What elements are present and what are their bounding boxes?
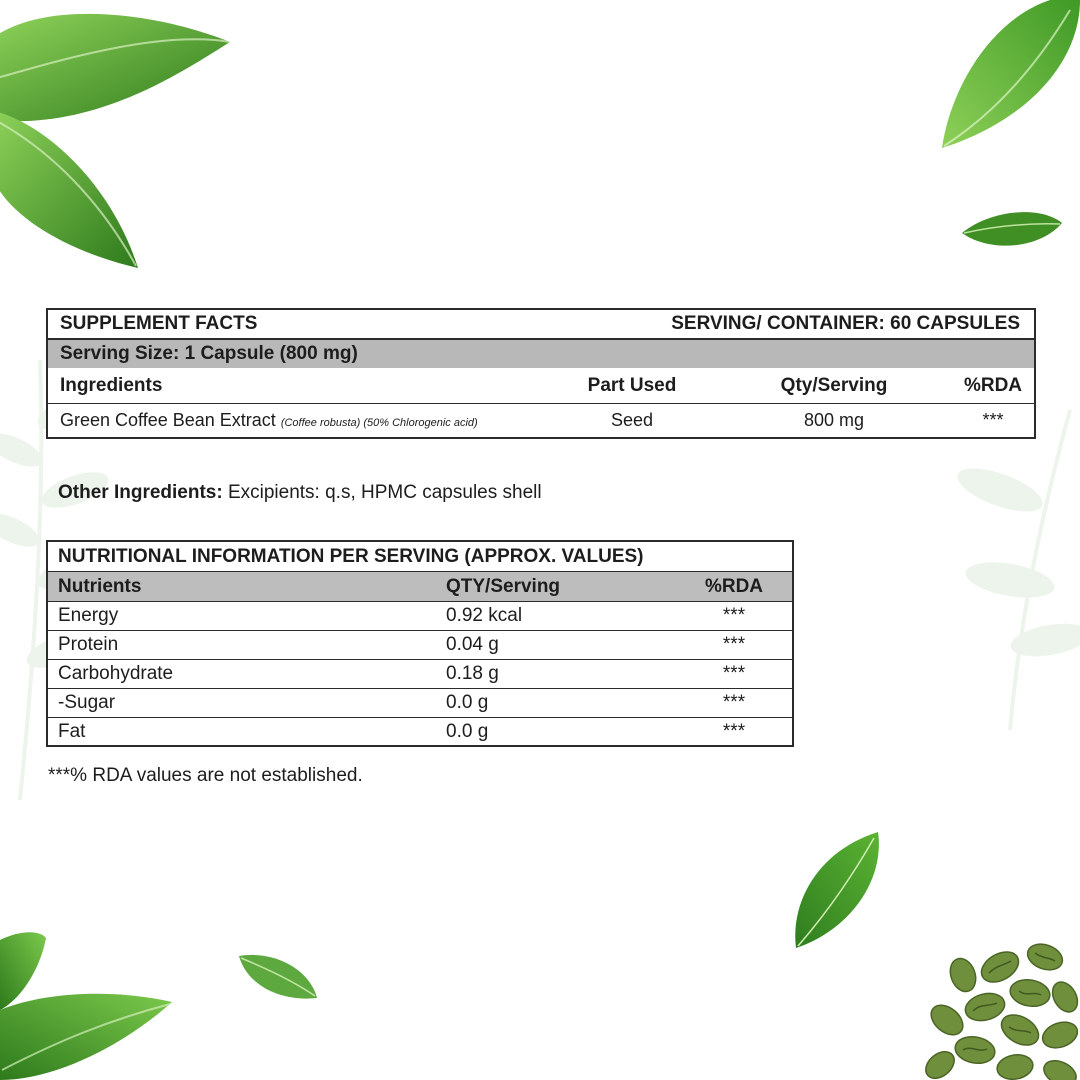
ingredient-name: Green Coffee Bean Extract bbox=[60, 410, 276, 430]
nutrient-rda: *** bbox=[722, 692, 746, 713]
part-used-header: Part Used bbox=[587, 374, 677, 396]
supplement-facts-title: SUPPLEMENT FACTS bbox=[60, 313, 258, 334]
ingredient-latin-name: (Coffee robusta) (50% Chlorogenic acid) bbox=[280, 417, 478, 429]
coffee-beans-decoration bbox=[925, 935, 1080, 1080]
ingredient-cell bbox=[48, 410, 548, 431]
serving-size: Serving Size: 1 Capsule (800 mg) bbox=[60, 343, 358, 364]
leaf-top-left-decoration bbox=[0, 0, 240, 280]
nutrition-column-headers bbox=[48, 572, 792, 601]
nutrient-name: Energy bbox=[58, 605, 119, 626]
ingredient-qty: 800 mg bbox=[803, 410, 865, 430]
nutrition-row bbox=[48, 659, 792, 688]
floating-leaf-right bbox=[960, 205, 1065, 255]
supplement-facts-table bbox=[46, 308, 1036, 439]
qty-serving-header: Qty/Serving bbox=[780, 374, 888, 396]
nutrient-header: Nutrients bbox=[58, 575, 142, 597]
rda-footnote: ***% RDA values are not established. bbox=[48, 765, 363, 786]
nutrition-row bbox=[48, 688, 792, 717]
nutrient-rda: *** bbox=[722, 721, 746, 742]
nutrient-rda: *** bbox=[722, 663, 746, 684]
nutrient-name: -Sugar bbox=[58, 692, 116, 713]
nutrient-qty: 0.92 kcal bbox=[446, 605, 523, 626]
supplement-facts-header-row bbox=[48, 310, 1034, 340]
nutrient-qty: 0.0 g bbox=[446, 692, 489, 713]
nutrient-qty: 0.04 g bbox=[446, 634, 499, 655]
nutrient-name: Carbohydrate bbox=[58, 663, 174, 684]
nutrition-row bbox=[48, 630, 792, 659]
serving-per-container: SERVING/ CONTAINER: 60 CAPSULES bbox=[671, 313, 1020, 334]
nutrition-row bbox=[48, 717, 792, 746]
nutrient-rda: *** bbox=[722, 634, 746, 655]
ingredient-part: Seed bbox=[610, 410, 654, 430]
ingredient-rda: *** bbox=[982, 410, 1004, 430]
ingredient-row bbox=[48, 404, 1034, 437]
floating-leaf-center bbox=[790, 830, 885, 950]
leaf-bottom-left-decoration bbox=[0, 930, 175, 1080]
nutrition-table bbox=[46, 540, 794, 747]
other-ingredients-label: Other Ingredients: bbox=[58, 482, 223, 503]
nutrient-qty-header: QTY/Serving bbox=[446, 575, 561, 597]
leaf-top-right-decoration bbox=[930, 0, 1080, 160]
other-ingredients bbox=[58, 482, 542, 504]
nutrient-qty: 0.18 g bbox=[446, 663, 499, 684]
floating-leaf-small bbox=[235, 950, 320, 1005]
ingredients-header: Ingredients bbox=[60, 374, 163, 396]
nutrient-rda: *** bbox=[722, 605, 746, 626]
nutrition-row bbox=[48, 601, 792, 630]
other-ingredients-value: Excipients: q.s, HPMC capsules shell bbox=[222, 482, 542, 503]
nutrient-name: Fat bbox=[58, 721, 86, 742]
rda-header: %RDA bbox=[963, 374, 1023, 396]
nutrient-name: Protein bbox=[58, 634, 119, 655]
nutrient-qty: 0.0 g bbox=[446, 721, 489, 742]
nutrient-rda-header: %RDA bbox=[704, 575, 764, 597]
faint-fern-right bbox=[930, 400, 1080, 740]
nutrition-title-row bbox=[48, 542, 792, 572]
nutrition-title: NUTRITIONAL INFORMATION PER SERVING (APPROX. VALUES) bbox=[58, 545, 644, 567]
ingredients-column-headers bbox=[48, 368, 1034, 404]
serving-size-band bbox=[48, 340, 1034, 368]
